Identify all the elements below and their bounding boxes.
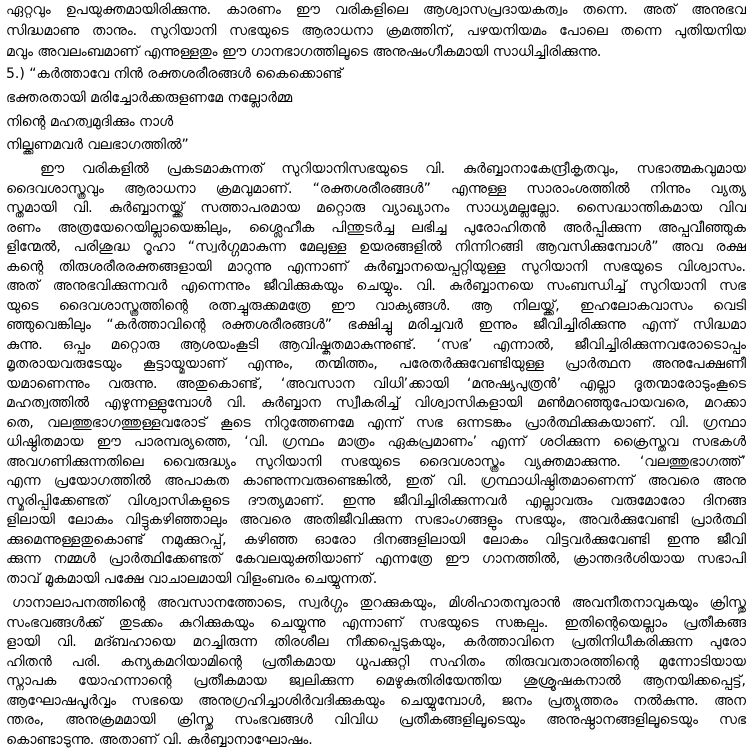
- text-line: ഞ്ഞുവെങ്കിലും “കർത്താവിന്റെ രക്തശരീരങ്ങൾ” ഭക്ഷിച്ചു മരിച്ചവർ ഇന്നും ജീവിച്ചിരിക്കുന്നു എന്ന് സിദ്ധമാ: [6, 317, 746, 334]
- text-line: ധിഷ്ഠിതമായ ഈ പാരമ്പര്യത്തെ, ‘വി. ഗ്രന്ഥം മാത്രം ഏകപ്രമാണം’ എന്ന് ശഠിക്കുന്ന ക്രൈസ്തവ സഭകൾ: [6, 434, 746, 451]
- text-line: ഈ വരികളിൽ പ്രകടമാകുന്നത് സുറിയാനിസഭയുടെ വി. കുർബ്ബാനാകേന്ദ്രീകൃതവും, സഭാത്മകവുമായ: [40, 161, 746, 178]
- text-line: രണം അത്രയേറെയില്ലായെങ്കിലും, ശ്ലൈഹീക പിന്തുടർച്ച ലഭിച്ച പുരോഹിതൻ അർപ്പിക്കുന്ന അപ്പവീഞ്ഞുക: [6, 219, 746, 236]
- text-line: സ്മരിപ്പിക്കേണ്ടത് വിശ്വാസികളുടെ ദൗത്യമാണ്. ഇന്നു ജീവിച്ചിരിക്കുന്നവർ എല്ലാവരും വരുമോരോ ദിനങ്ങ: [6, 492, 746, 509]
- text-line: ഗാനാലാപനത്തിന്റെ അവസാനത്തോടെ, സ്വർഗ്ഗം തുറക്കുകയും, മിശിഹാതമ്പുരാൻ അവനീതനാവുകയും ക്രിസ്തു: [12, 595, 746, 612]
- text-line: ളിന്മേൽ, പരിശുദ്ധ റൂഹാ “സ്വർഗ്ഗമാകുന്ന മേലുള്ള ഉയരങ്ങളിൽ നിന്നിറങ്ങി ആവസിക്കുമ്പോൾ” അവ രക്ഷ: [6, 239, 746, 256]
- text-line: ഏറ്റവും ഉപയുക്തമായിരിക്കുന്നു. കാരണം ഈ വരികളിലെ ആശ്വാസപ്രദായകത്വം തന്നെ. അത് അനുഭവ: [6, 2, 746, 18]
- text-line: അവഗണിക്കുന്നതിലെ വൈരുദ്ധ്യം സുറിയാനി സഭയുടെ ദൈവശാസ്ത്രം വ്യക്തമാക്കുന്നു. ‘വലത്തുഭാഗത്ത്’: [6, 453, 746, 470]
- paragraph: [6, 0, 746, 63]
- text-line: ളായി വി. മദ്ബഹായെ മറച്ചിരുന്ന തിരശീല നീക്കപ്പെടുകയും, കർത്താവിനെ പ്രതിനിധീകരിക്കുന്ന പുരോ: [6, 634, 746, 651]
- text-line: അത് അനുഭവിക്കുന്നവർ എന്നെന്നും ജീവിക്കുകയും ചെയ്യും. വി. കുർബ്ബാനയെ സംബന്ധിച്ച് സുറിയാനി സഭ: [6, 278, 746, 295]
- text-line: സ്നാപക യോഹന്നാന്റെ പ്രതീകമായ ജ്വലിക്കുന്ന മെഴുകുതിരിയേന്തിയ ശുശ്രൂഷകനാൽ ആനയിക്കപ്പെട്ട്,: [6, 673, 746, 690]
- text-line: ആഘോഷപൂർവ്വം സഭയെ അനുഗ്രഹിച്ചാശിർവദിക്കുകയും ചെയ്യുമ്പോൾ, ജനം പ്രത്യുത്തരം നൽകുന്നു. അന: [6, 692, 746, 709]
- poem-line: നില്ക്കണമവർ വലഭാഗത്തിൽ”: [6, 137, 189, 154]
- paragraph: [6, 594, 746, 750]
- text-line: തെ, വലത്തുഭാഗത്തുള്ളവരോട് കൂടെ നിറുത്തേണമേ എന്ന് സഭ ഒന്നടങ്കം പ്രാർത്ഥിക്കുകയാണ്. വി. ഗ്രന്ഥാ: [6, 414, 746, 431]
- text-line: മൃതരായവരുടേയും കൂട്ടായ്മയാണ് എന്നും, തന്മിത്തം, പരേതർക്കുവേണ്ടിയുള്ള പ്രാർത്ഥന അനുപേക്ഷണീ: [6, 356, 746, 373]
- text-line: ളിലായി ലോകം വിട്ടുകഴിഞ്ഞാലും അവരെ അതിജീവിക്കുന്ന സഭാംഗങ്ങളും സഭയും, അവർക്കുവേണ്ടി പ്രാർത്ഥി: [6, 512, 746, 529]
- text-line: കന്റെ തിരുശരീരരക്തങ്ങളായി മാറുന്നു എന്നാണ് കുർബ്ബാനയെപ്പറ്റിയുള്ള സുറിയാനി സഭയുടെ വിശ്വാസം.: [6, 258, 746, 275]
- paragraph: [6, 160, 746, 589]
- text-line: സംഭവങ്ങൾക്ക് തുടക്കം കുറിക്കുകയും ചെയ്യുന്നു എന്നാണ് സഭയുടെ സങ്കല്പം. ഇതിന്റെയെല്ലാം പ്രതീകങ്ങ: [6, 614, 746, 631]
- text-line: കുന്നു. ഒപ്പം മറ്റൊരു ആശയംകൂടി ആവിഷ്കൃതമാകുന്നുണ്ട്. ‘സഭ’ എന്നാൽ, ജീവിച്ചിരിക്കുന്നവരോടൊപ്പം: [6, 336, 746, 353]
- text-line: സിദ്ധമാണു താനും. സുറിയാനി സഭയുടെ ആരാധനാ ക്രമത്തിന്, പഴയനിയമം പോലെ തന്നെ പുതിയനിയ: [6, 23, 746, 39]
- text-line: മഹത്വത്തിൽ എഴുന്നള്ളുമ്പോൾ വി. കുർബ്ബാന സ്വീകരിച്ച് വിശ്വാസികളായി മൺമറഞ്ഞുപോയവരെ, മറക്കാ: [6, 395, 746, 412]
- text-line: ക്കുന്ന നമ്മൾ പ്രാർത്ഥിക്കേണ്ടത് കേവലയുക്തിയാണ് എന്നത്രേ ഈ ഗാനത്തിൽ, ക്രാന്തദർശിയായ സഭാപി: [6, 551, 746, 568]
- poem-line: നിന്റെ മഹത്വമുദിക്കും നാൾ: [6, 113, 174, 130]
- text-line: എന്ന പ്രയോഗത്തിൽ അപാകത കാണുന്നവരുണ്ടെങ്കിൽ, ഇത് വി. ഗ്രന്ഥാധിഷ്ഠിതമാണെന്ന് അവരെ അനു: [6, 473, 746, 490]
- text-line: മവും അവലംബമാണ് എന്നുള്ളതും ഈ ഗാനഭാഗത്തിലൂടെ അനുഷംഗീകമായി സാധിച്ചിരിക്കുന്നു.: [6, 44, 602, 60]
- text-line: ന്തരം, അനുക്രമമായി ക്രിസ്തു സംഭവങ്ങൾ വിവിധ പ്രതീകങ്ങളിലൂടെയും അനുഷ്ഠാനങ്ങളിലൂടെയും സഭ: [6, 712, 746, 729]
- poem-line: ഭക്തരതായി മരിച്ചോർക്കരുളണമേ നല്ലോർമ്മ: [6, 89, 293, 106]
- poem-line: 5.) “കർത്താവേ നിൻ രക്തശരീരങ്ങൾ കൈക്കൊണ്ട്: [6, 66, 343, 82]
- text-line: ദൈവശാസ്ത്രവും ആരാധനാ ക്രമവുമാണ്. “രക്തശരീരങ്ങൾ” എന്നുള്ള സാരാംശത്തിൽ നിന്നും വ്യത്യ: [6, 180, 746, 197]
- text-line: ഹിതൻ പരി. കന്യകമറിയാമിന്റെ പ്രതീകമായ ധൂപക്കുറ്റി സഹിതം തിരുവവതാരത്തിന്റെ മുന്നോടിയായ: [6, 653, 746, 670]
- text-line: താവ് മൂകമായി പക്ഷേ വാചാലമായി വിളംബരം ചെയ്യുന്നത്.: [6, 570, 378, 587]
- poem-quote: [6, 63, 746, 158]
- text-line: ക്കുമെന്നുള്ളതുകൊണ്ട് നമുക്കുറപ്പ്, കഴിഞ്ഞ ഓരോ ദിനങ്ങളിലായി ലോകം വിട്ടവർക്കുവേണ്ടി ഇന്നു ജീവി: [6, 531, 746, 548]
- text-line: സ്തമായി വി. കുർബ്ബാനയ്ക്ക് സത്താപരമായ മറ്റൊരു വ്യാഖ്യാനം സാധ്യമല്ലല്ലോ. സൈദ്ധാന്തികമായ വിവ: [6, 200, 746, 217]
- text-line: കൊണ്ടാടുന്നു. അതാണ് വി. കുർബ്ബാനാഘോഷം.: [6, 731, 313, 748]
- text-line: യമാണെന്നും വരുന്നു. അതുകൊണ്ട്, ‘അവസാന വിധി’ക്കായി ‘മനുഷ്യപുത്രൻ’ എല്ലാ ദൂതന്മാരോടുംകൂടെ: [6, 375, 746, 392]
- text-line: യുടെ ദൈവശാസ്ത്രത്തിന്റെ രത്നച്ചുരുക്കമത്രേ ഈ വാക്യങ്ങൾ. ആ നിലയ്ക്ക്, ഇഹലോകവാസം വെടി: [6, 297, 746, 314]
